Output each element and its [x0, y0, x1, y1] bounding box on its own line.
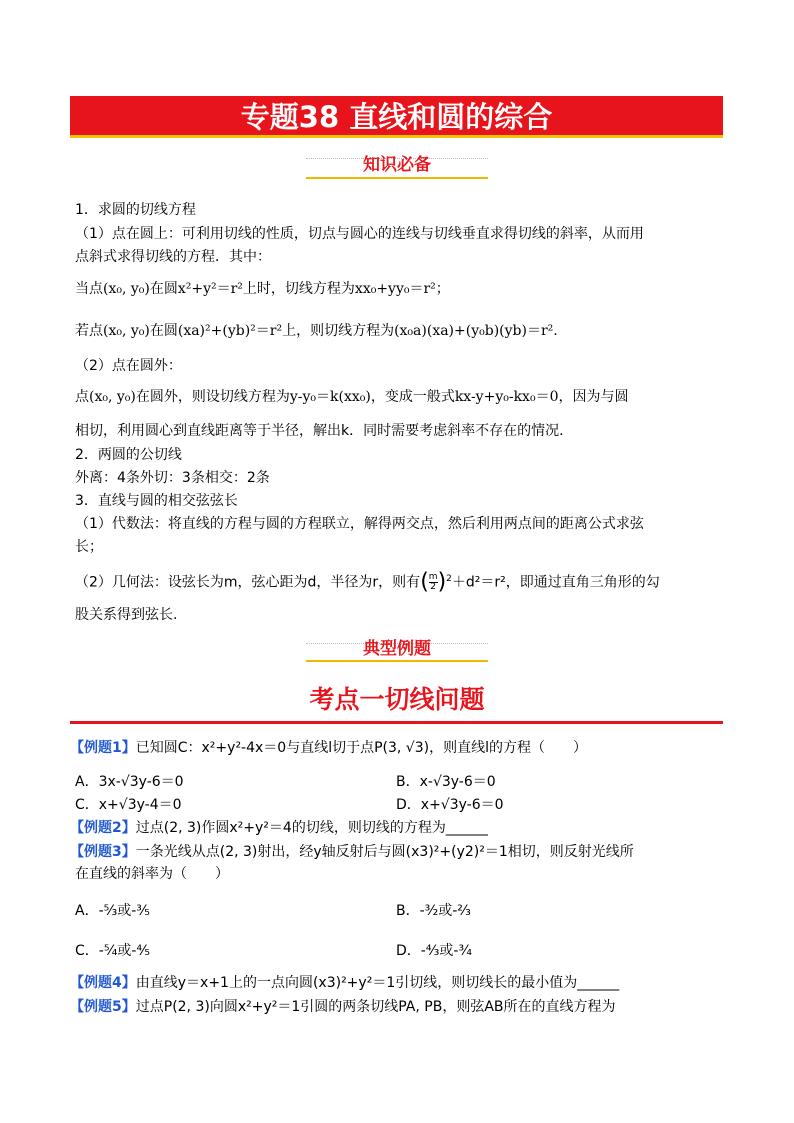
- text-line: （1）代数法：将直线的方程与圆的方程联立，解得两交点，然后利用两点间的距离公式求弦: [75, 516, 644, 532]
- formula-line: 若点(x₀, y₀)在圆(xa)²+(yb)²＝r²上，则切线方程为(x₀a)(xa)+(y₀b)(yb)＝r².: [75, 323, 558, 339]
- example-3-continued: 在直线的斜率为（ ）: [75, 866, 229, 882]
- option-b: B．-³⁄₂或-²⁄₃: [396, 903, 471, 919]
- option-c: C．-⁵⁄₄或-⁴⁄₅: [75, 943, 151, 959]
- text-line: 相切，利用圆心到直线距离等于半径，解出k．同时需要考虑斜率不存在的情况.: [75, 423, 564, 439]
- example-4: 【例题4】由直线y＝x+1上的一点向圆(x3)²+y²＝1引切线，则切线长的最小值为______: [70, 975, 620, 991]
- page-title: 专题38 直线和圆的综合: [240, 100, 553, 134]
- topic-underline: [70, 721, 723, 724]
- option-b: B．x-√3y-6＝0: [396, 774, 496, 790]
- example-3: 【例题3】一条光线从点(2, 3)射出，经y轴反射后与圆(x3)²+(y2)²＝1相切，则反射光线所: [70, 844, 634, 860]
- option-d: D．-⁴⁄₃或-³⁄₄: [396, 943, 473, 959]
- topic-heading: 考点一切线问题: [309, 685, 485, 714]
- section-heading-knowledge: 知识必备: [363, 155, 431, 175]
- heading-common-tangent: 2．两圆的公切线: [75, 447, 182, 463]
- formula-line: （2）几何法：设弦长为m，弦心距为d，半径为r，则有( $\frac{m}{2}$ )$^2$＋d²＝r²，即通过直角三角形的勾: [75, 569, 660, 595]
- example-5: 【例题5】过点P(2, 3)向圆x²+y²＝1引圆的两条切线PA, PB，则弦AB所在的直线方程为: [70, 999, 616, 1015]
- heading-chord-length: 3．直线与圆的相交弦弦长: [75, 493, 238, 509]
- text-line: 点斜式求得切线的方程．其中：: [75, 249, 271, 265]
- text-line: 长；: [75, 539, 103, 555]
- example-1: 【例题1】已知圆C：x²+y²-4x＝0与直线l切于点P(3, √3)，则直线l的方程（ ）: [70, 740, 587, 756]
- title-banner: [70, 96, 723, 138]
- text-line: （2）点在圆外：: [75, 358, 182, 374]
- formula-line: 当点(x₀, y₀)在圆x²+y²＝r²上时，切线方程为xx₀+yy₀＝r²；: [75, 281, 450, 297]
- section-heading-examples: 典型例题: [363, 639, 431, 659]
- formula-line: 点(x₀, y₀)在圆外，则设切线方程为y-y₀＝k(xx₀)，变成一般式kx-y+y₀-kx₀＝0，因为与圆: [75, 389, 629, 405]
- option-a: A．-⁵⁄₃或-³⁄₅: [75, 903, 150, 919]
- section-underline: [306, 660, 488, 662]
- section-underline: [306, 177, 488, 179]
- option-d: D．x+√3y-6＝0: [396, 797, 504, 813]
- option-a: A．3x-√3y-6＝0: [75, 774, 184, 790]
- text-line: 股关系得到弦长.: [75, 607, 178, 623]
- text-line: 外离：4条外切：3条相交：2条: [75, 470, 270, 486]
- example-2: 【例题2】过点(2, 3)作圆x²+y²＝4的切线，则切线的方程为______: [70, 820, 488, 836]
- fraction-m-over-2: $\frac{m}{2}$: [428, 572, 438, 593]
- heading-tangent-equation: 1．求圆的切线方程: [75, 202, 196, 218]
- text-line: （1）点在圆上：可利用切线的性质，切点与圆心的连线与切线垂直求得切线的斜率，从而用: [75, 226, 644, 242]
- option-c: C．x+√3y-4＝0: [75, 797, 182, 813]
